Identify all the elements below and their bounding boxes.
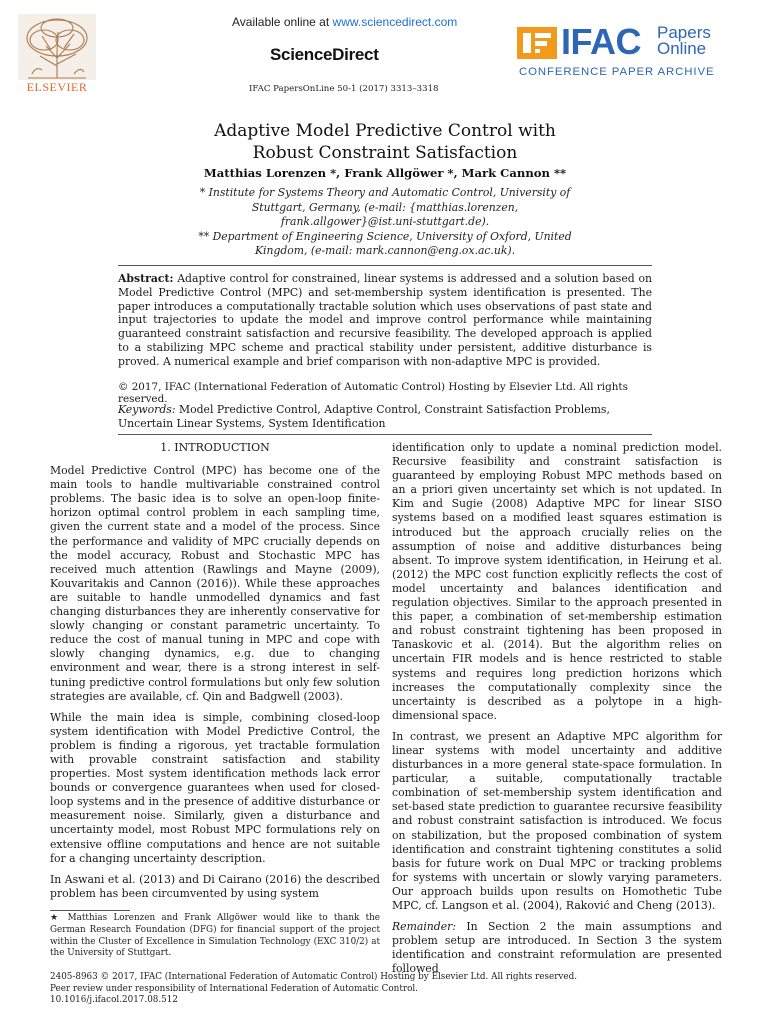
sciencedirect-brand: ScienceDirect — [270, 45, 379, 64]
ifac-online-text: Online — [657, 39, 707, 58]
ifac-wordmark: IFAC — [561, 21, 642, 62]
body-paragraph: While the main idea is simple, combining closed-loop system identification with Model Predictive Control, the problem is finding a rigorous, yet tractable formulation with provable constraint satisfaction and stability properties. Most system identification methods lack error bounds or convergence guarantees when used for closed-loop systems and in the presence of additive disturbance or measurement noise. Similarly, given a disturbance and uncertainty model, most Robust MPC formulations rely on extensive offline computations and hence are not suitable for a changing uncertainty description. — [50, 710, 380, 865]
affiliation-line: Stuttgart, Germany, (e-mail: {matthias.lorenzen, — [251, 200, 519, 214]
footnote-rule — [50, 910, 130, 911]
ifac-papersonline-logo — [517, 21, 722, 83]
affiliation-line: ** Department of Engineering Science, University of Oxford, United — [198, 229, 572, 243]
remainder-paragraph — [392, 920, 722, 976]
elsevier-wordmark: ELSEVIER — [26, 80, 88, 94]
journal-citation: IFAC PapersOnLine 50-1 (2017) 3313–3318 — [249, 84, 439, 94]
body-paragraph: In Aswani et al. (2013) and Di Cairano (2016) the described problem has been circumvented by using system — [50, 872, 380, 900]
affiliation-line: frank.allgower}@ist.uni-stuttgart.de). — [280, 215, 490, 228]
abstract — [118, 272, 652, 369]
keywords — [118, 403, 652, 431]
keywords-label: Keywords: — [118, 403, 176, 416]
publication-info — [50, 972, 730, 1007]
keywords-text: Model Predictive Control, Adaptive Control, Constraint Satisfaction Problems, Uncertain Linear Systems, System Identification — [118, 403, 610, 430]
abstract-bottom-rule — [118, 434, 652, 435]
section-heading: 1. INTRODUCTION — [160, 441, 270, 454]
right-column — [392, 441, 722, 983]
affiliation-line: * Institute for Systems Theory and Automatic Control, University of — [199, 186, 571, 199]
abstract-text: Adaptive control for constrained, linear systems is addressed and a solution based on Model Predictive Control (MPC) and set-membership system identification is presented. The paper introduces a computationally tractable solution which uses observations of past state and input trajectories to update the model and improve control performance while maintaining guaranteed constraint satisfaction and recursive feasibility. The developed approach is applied to a stabilizing MPC scheme and practical stability under persistent, additive disturbance is proved. A numerical example and brief comparison with non-adaptive MPC is provided. — [118, 272, 652, 368]
ifac-papers-text: Papers — [657, 23, 711, 42]
ifac-papers-online — [657, 25, 711, 57]
doi-line[interactable]: 10.1016/j.ifacol.2017.08.512 — [50, 995, 178, 1006]
paper-title — [120, 120, 650, 164]
body-paragraph: Model Predictive Control (MPC) has become one of the main tools to handle multivariable constrained control problems. The basic idea is to solve an open-loop finite-horizon optimal control problem in each sampling time, given the current state and a model of the process. Since the performance and validity of MPC crucially depends on the model accuracy, Robust and Stochastic MPC has received much attention (Rawlings and Mayne (2009), Kouvaritakis and Cannon (2016)). While these approaches are suitable to handle unmodelled dynamics and fast changing disturbances they are inherently conservative for slowly changing or constant parametric uncertainty. To reduce the cost of manual tuning in MPC and cope with slowly changing dynamics, e.g. due to changing environment and wear, there is a strong interest in self-tuning predictive control formulations but only few solution strategies are available, cf. Qin and Badgwell (2003). — [50, 464, 380, 703]
author-list: Matthias Lorenzen *, Frank Allgöwer *, Mark Cannon ** — [203, 166, 567, 180]
body-paragraph: identification only to update a nominal prediction model. Recursive feasibility and constraint satisfaction is guaranteed by employing Robust MPC methods based on an a priori given uncertainty set which is not updated. In Kim and Sugie (2008) Adaptive MPC for linear SISO systems based on a modified least squares estimation is introduced but the approach crucially relies on the assumption of noise and additive disturbances being absent. To improve system identification, in Heirung et al. (2012) the MPC cost function explicitly reflects the cost of model uncertainty and balances identification and regulation objectives. Similar to the approach presented in this paper, a combination of set-membership estimation and robust constraint tightening has been proposed in Tanaskovic et al. (2014). But the algorithm relies on uncertain FIR models and is hence restricted to stable systems and requires long prediction horizons which increases the computationally complexity since the uncertainty is described as a polytope in a high-dimensional space. — [392, 441, 722, 722]
ifac-emblem-icon — [517, 25, 557, 61]
body-paragraph: In contrast, we present an Adaptive MPC algorithm for linear systems with model uncertainty and additive disturbances in a more general state-space formulation. In particular, a suitable, computationally tractable combination of set-membership system identification and set-based state prediction to guarantee recursive feasibility and robust constraint satisfaction is introduced. We focus on stabilization, but the proposed combination of system identification and constraint tightening constitutes a solid basis for future work on Dual MPC or tracking problems for systems with uncertain or slowly varying parameters. Our approach builds upon results on Homothetic Tube MPC, cf. Langson et al. (2004), Raković and Cheng (2013). — [392, 729, 722, 912]
title-line-1: Adaptive Model Predictive Control with — [214, 121, 556, 141]
copyright-notice: © 2017, IFAC (International Federation of Automatic Control) Hosting by Elsevier Ltd. All rights reserved. — [118, 381, 628, 405]
issn-line: 2405-8963 © 2017, IFAC (International Federation of Automatic Control) Hosting by Elsevier Ltd. All rights reserved. — [50, 972, 577, 982]
footnote: ★ Matthias Lorenzen and Frank Allgöwer would like to thank the German Research Foundation (DFG) for financial support of the project within the Cluster of Excellence in Simulation Technology (EXC 310/2) at the University of Stuttgart. — [50, 913, 380, 959]
abstract-label: Abstract: — [118, 272, 174, 285]
remainder-label: Remainder: — [392, 920, 456, 934]
peer-review-line: Peer review under responsibility of International Federation of Automatic Control. — [50, 983, 418, 994]
affiliations — [150, 186, 620, 259]
remainder-text: In Section 2 the main assumptions and problem setup are introduced. In Section 3 the system identification and constraint reformulation are presented followed — [392, 920, 722, 976]
affiliation-line: Kingdom, (e-mail: mark.cannon@eng.ox.ac.uk). — [254, 244, 516, 257]
left-column — [50, 441, 380, 908]
available-prefix: Available online at — [232, 15, 333, 29]
ifac-archive-tagline: CONFERENCE PAPER ARCHIVE — [519, 66, 715, 78]
sciencedirect-link[interactable]: www.sciencedirect.com — [332, 15, 458, 29]
title-line-2: Robust Constraint Satisfaction — [252, 143, 518, 163]
abstract-top-rule — [118, 265, 652, 266]
available-online-line — [232, 15, 457, 29]
